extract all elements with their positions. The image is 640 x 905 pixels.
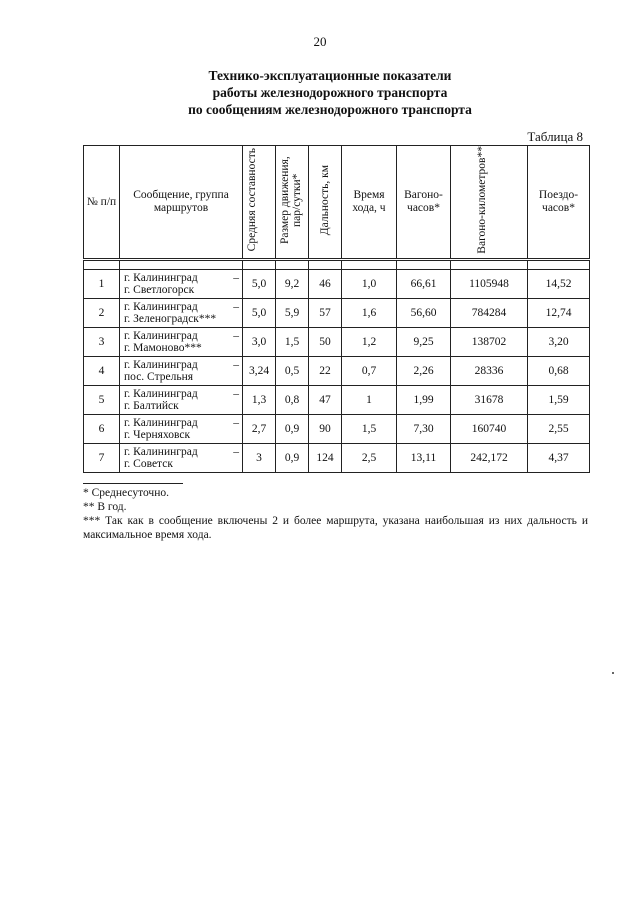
cell-composition: 2,7 — [243, 415, 276, 444]
cell-composition: 3 — [243, 444, 276, 473]
cell-route — [120, 270, 243, 299]
cell-time: 0,7 — [342, 357, 397, 386]
header-wagon-km-text: Вагоно-километров** — [476, 146, 488, 254]
cell-wagon-km: 138702 — [451, 328, 528, 357]
cell-num: 3 — [84, 328, 120, 357]
route-dash: – — [233, 301, 239, 313]
cell-time: 1,6 — [342, 299, 397, 328]
cell-wagon-km: 28336 — [451, 357, 528, 386]
route-from: г. Калининград — [124, 301, 198, 313]
page-number: 20 — [313, 34, 327, 49]
cell-num: 2 — [84, 299, 120, 328]
header-composition-text: Средняя составность — [246, 148, 258, 252]
indicators-table — [83, 145, 590, 473]
header-wagon-hours: Вагоно-часов* — [397, 146, 451, 260]
route-from-line — [124, 388, 239, 400]
route-to: г. Советск — [124, 458, 173, 470]
table-row — [84, 444, 590, 473]
cell-distance: 124 — [309, 444, 342, 473]
cell-distance: 46 — [309, 270, 342, 299]
route-from: г. Калининград — [124, 359, 198, 371]
route-from: г. Калининград — [124, 446, 198, 458]
cell-traffic: 0,9 — [276, 415, 309, 444]
cell-time: 2,5 — [342, 444, 397, 473]
header-wagon-km — [451, 146, 528, 260]
footnote-1: * Среднесуточно. — [83, 487, 169, 499]
cell-train-hours: 0,68 — [528, 357, 590, 386]
cell-distance: 50 — [309, 328, 342, 357]
cell-route — [120, 299, 243, 328]
route-from: г. Калининград — [124, 330, 198, 342]
cell-route — [120, 357, 243, 386]
table-row — [84, 415, 590, 444]
route-dash: – — [233, 446, 239, 458]
route-from-line — [124, 417, 239, 429]
cell-route — [120, 415, 243, 444]
cell-time: 1 — [342, 386, 397, 415]
cell-num: 6 — [84, 415, 120, 444]
table-row — [84, 299, 590, 328]
route-dash: – — [233, 388, 239, 400]
route-from: г. Калининград — [124, 417, 198, 429]
cell-time: 1,5 — [342, 415, 397, 444]
table-row — [84, 270, 590, 299]
scan-speck — [612, 672, 614, 674]
cell-train-hours: 2,55 — [528, 415, 590, 444]
route-dash: – — [233, 272, 239, 284]
route-dash: – — [233, 330, 239, 342]
cell-distance: 22 — [309, 357, 342, 386]
route-from-line — [124, 359, 239, 371]
route-to: г. Светлогорск — [124, 284, 195, 296]
cell-wagon-hours: 56,60 — [397, 299, 451, 328]
header-train-hours: Поездо-часов* — [528, 146, 590, 260]
cell-composition: 5,0 — [243, 270, 276, 299]
table-header-row — [84, 146, 590, 260]
header-traffic — [276, 146, 309, 260]
cell-traffic: 9,2 — [276, 270, 309, 299]
cell-wagon-hours: 7,30 — [397, 415, 451, 444]
header-num: № п/п — [84, 146, 120, 260]
cell-distance: 47 — [309, 386, 342, 415]
header-separator-row — [84, 260, 590, 270]
header-traffic-text: Размер движения, пар/сутки* — [279, 156, 303, 244]
cell-wagon-hours: 13,11 — [397, 444, 451, 473]
cell-composition: 3,24 — [243, 357, 276, 386]
cell-wagon-km: 31678 — [451, 386, 528, 415]
cell-wagon-km: 160740 — [451, 415, 528, 444]
cell-composition: 3,0 — [243, 328, 276, 357]
cell-train-hours: 12,74 — [528, 299, 590, 328]
cell-wagon-hours: 1,99 — [397, 386, 451, 415]
table-label: Таблица 8 — [527, 129, 583, 144]
cell-train-hours: 1,59 — [528, 386, 590, 415]
cell-route — [120, 386, 243, 415]
cell-wagon-hours: 66,61 — [397, 270, 451, 299]
cell-composition: 1,3 — [243, 386, 276, 415]
cell-route — [120, 328, 243, 357]
route-dash: – — [233, 417, 239, 429]
cell-traffic: 1,5 — [276, 328, 309, 357]
cell-traffic: 0,8 — [276, 386, 309, 415]
cell-traffic: 5,9 — [276, 299, 309, 328]
table-row — [84, 328, 590, 357]
cell-num: 7 — [84, 444, 120, 473]
cell-train-hours: 4,37 — [528, 444, 590, 473]
cell-train-hours: 3,20 — [528, 328, 590, 357]
header-time: Время хода, ч — [342, 146, 397, 260]
route-from-line — [124, 272, 239, 284]
footnote-3: *** Так как в сообщение включены 2 и более маршрута, указана наибольшая из них дальность и максимальное время хода. — [83, 515, 588, 541]
footnote-2: ** В год. — [83, 501, 127, 513]
route-from: г. Калининград — [124, 272, 198, 284]
route-to: г. Мамоново*** — [124, 342, 202, 354]
cell-distance: 57 — [309, 299, 342, 328]
footnote-divider — [83, 483, 183, 484]
cell-num: 1 — [84, 270, 120, 299]
route-to: г. Балтийск — [124, 400, 179, 412]
table-row — [84, 386, 590, 415]
header-route: Сообщение, группа маршрутов — [120, 146, 243, 260]
cell-num: 4 — [84, 357, 120, 386]
title-line-2: работы железнодорожного транспорта — [212, 85, 448, 100]
header-composition — [243, 146, 276, 260]
cell-time: 1,2 — [342, 328, 397, 357]
route-from: г. Калининград — [124, 388, 198, 400]
title-line-1: Технико-эксплуатационные показатели — [208, 68, 452, 83]
cell-traffic: 0,9 — [276, 444, 309, 473]
route-to: г. Черняховск — [124, 429, 191, 441]
footnotes — [83, 483, 588, 542]
cell-wagon-km: 1105948 — [451, 270, 528, 299]
cell-wagon-km: 784284 — [451, 299, 528, 328]
route-from-line — [124, 330, 239, 342]
route-to: пос. Стрельня — [124, 371, 194, 383]
cell-wagon-km: 242,172 — [451, 444, 528, 473]
header-distance — [309, 146, 342, 260]
title-line-3: по сообщениям железнодорожного транспорта — [188, 102, 472, 117]
route-to: г. Зеленоградск*** — [124, 313, 217, 325]
cell-time: 1,0 — [342, 270, 397, 299]
cell-traffic: 0,5 — [276, 357, 309, 386]
cell-train-hours: 14,52 — [528, 270, 590, 299]
cell-distance: 90 — [309, 415, 342, 444]
route-from-line — [124, 301, 239, 313]
cell-composition: 5,0 — [243, 299, 276, 328]
page-title — [60, 67, 600, 118]
route-from-line — [124, 446, 239, 458]
cell-route — [120, 444, 243, 473]
header-distance-text: Дальность, км — [319, 164, 331, 236]
cell-num: 5 — [84, 386, 120, 415]
cell-wagon-hours: 2,26 — [397, 357, 451, 386]
route-dash: – — [233, 359, 239, 371]
cell-wagon-hours: 9,25 — [397, 328, 451, 357]
table-row — [84, 357, 590, 386]
